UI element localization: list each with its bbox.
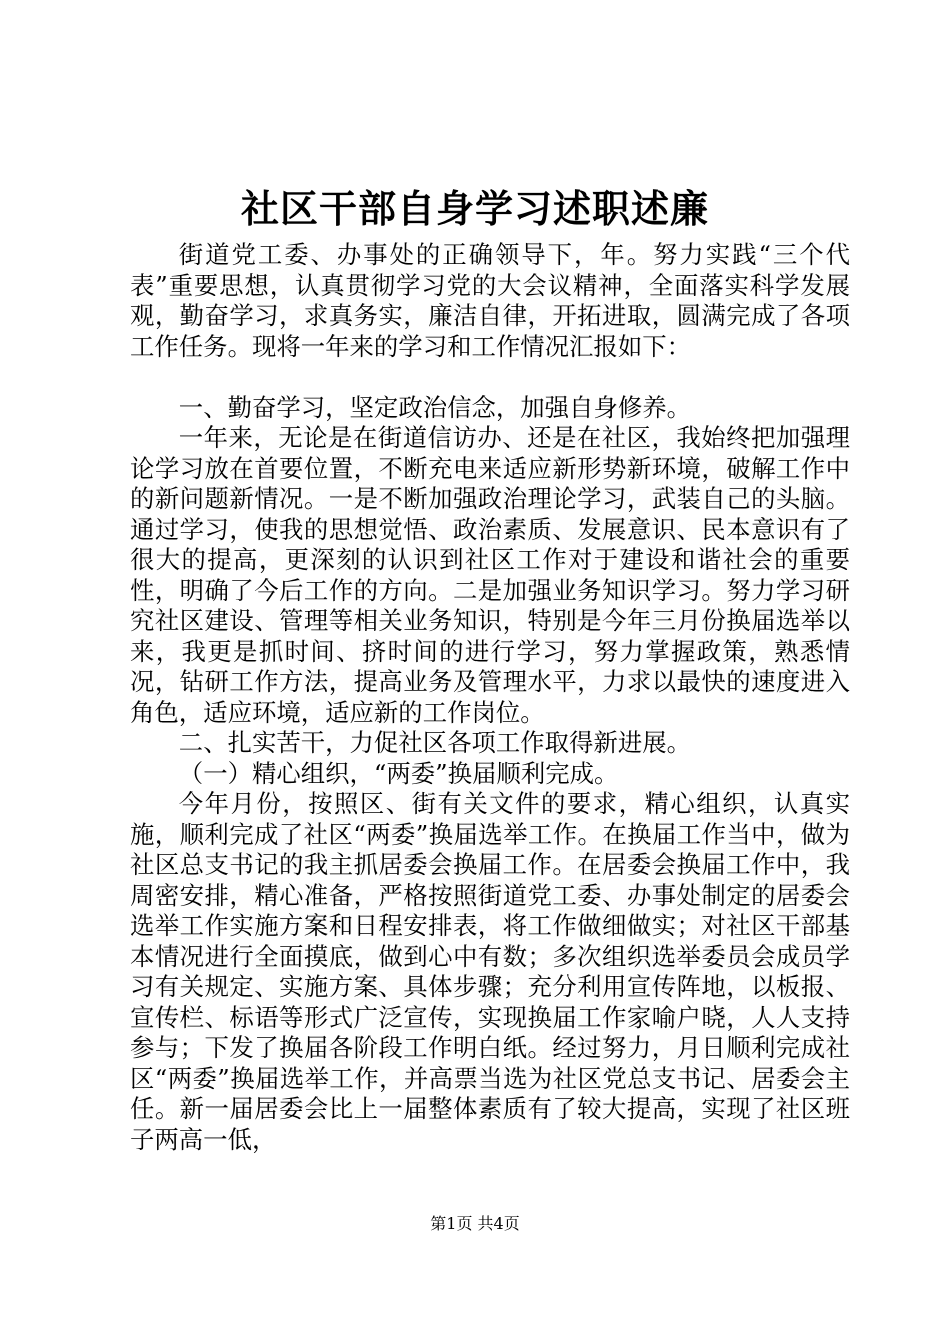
section-heading-2: 二、扎实苦干，力促社区各项工作取得新进展。 [178,728,692,757]
body-paragraph: 一年来，无论是在街道信访办、还是在社区，我始终把加强理论学习放在首要位置，不断充电来适应新形势新环境，破解工作中的新问题新情况。一是不断加强政治理论学习，武装自己的头脑。通过学习，使我的思想觉悟、政治素质、发展意识、民本意识有了很大的提高，更深刻的认识到社区工作对于建设和谐社会的重要性，明确了今后工作的方向。二是加强业务知识学习。努力学习研究社区建设、管理等相关业务知识，特别是今年三月份换届选举以来，我更是抓时间、挤时间的进行学习，努力掌握政策，熟悉情况，钻研工作方法，提高业务及管理水平，力求以最快的速度进入角色，适应环境，适应新的工作岗位。 [130,423,850,727]
subsection-heading-1: （一）精心组织，“两委”换届顺利完成。 [178,758,619,788]
page-footer: 第1页 共4页 [430,1214,520,1233]
document-body [130,240,850,1155]
paragraph-gap [130,362,850,393]
intro-paragraph: 街道党工委、办事处的正确领导下，年。努力实践“三个代表”重要思想，认真贯彻学习党的大会议精神，全面落实科学发展观，勤奋学习，求真务实，廉洁自律，开拓进取，圆满完成了各项工作任务。现将一年来的学习和工作情况汇报如下： [130,240,850,361]
section-heading-1: 一、勤奋学习，坚定政治信念，加强自身修养。 [178,392,692,422]
document-title: 社区干部自身学习述职述廉 [240,186,709,231]
body-paragraph: 今年月份，按照区、街有关文件的要求，精心组织，认真实施，顺利完成了社区“两委”换届选举工作。在换届工作当中，做为社区总支书记的我主抓居委会换届工作。在居委会换届工作中，我周密安排，精心准备，严格按照街道党工委、办事处制定的居委会选举工作实施方案和日程安排表，将工作做细做实；对社区干部基本情况进行全面摸底，做到心中有数；多次组织选举委员会成员学习有关规定、实施方案、具体步骤；充分利用宣传阵地，以板报、宣传栏、标语等形式广泛宣传，实现换届工作家喻户晓，人人支持参与；下发了换届各阶段工作明白纸。经过努力，月日顺利完成社区“两委”换届选举工作，并高票当选为社区党总支书记、居委会主任。新一届居委会比上一届整体素质有了较大提高，实现了社区班子两高一低， [130,789,850,1154]
